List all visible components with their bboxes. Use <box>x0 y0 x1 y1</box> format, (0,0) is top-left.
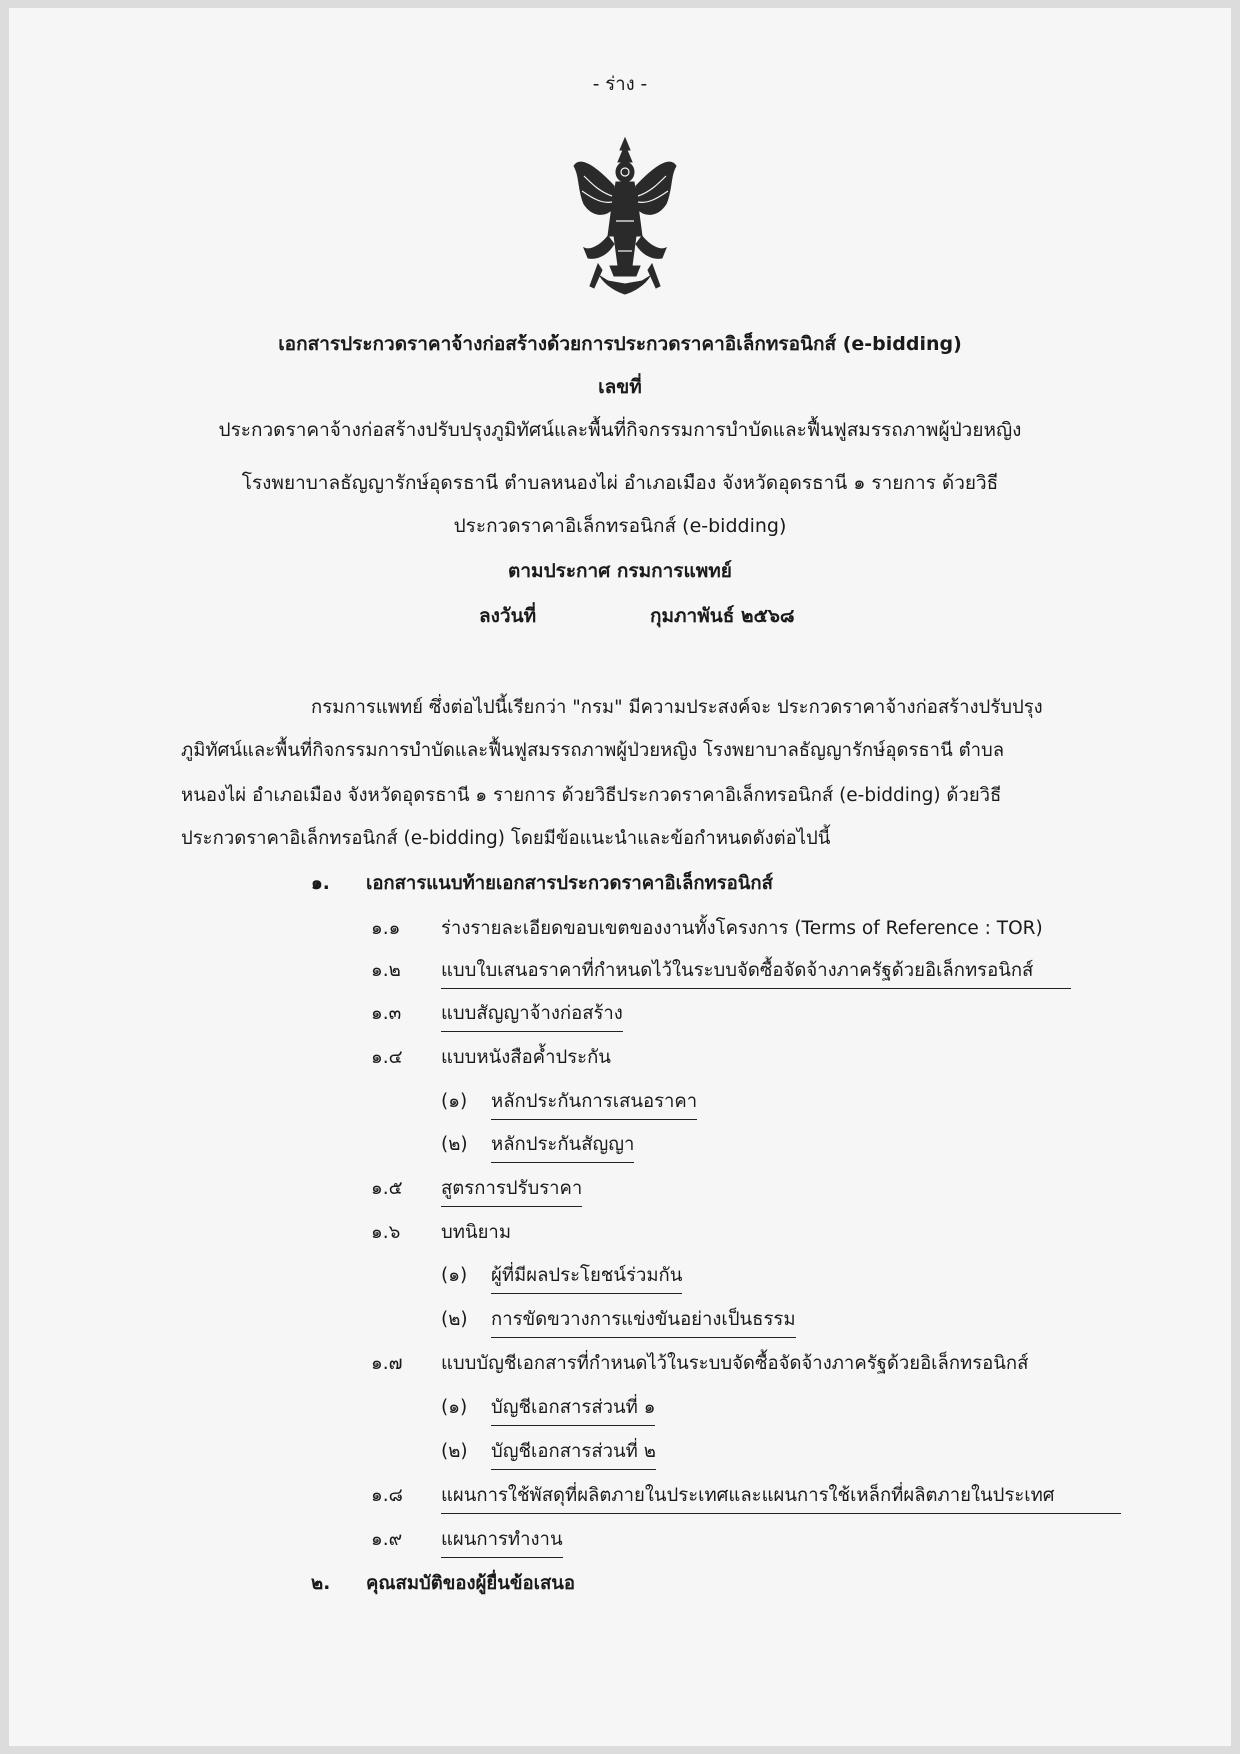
item-1-6-1-text: ผู้ที่มีผลประโยชน์ร่วมกัน <box>491 1261 682 1294</box>
item-1-5-number: ๑.๕ <box>371 1178 403 1199</box>
section-1-title: เอกสารแนบท้ายเอกสารประกวดราคาอิเล็กทรอนิกส์ <box>366 873 773 894</box>
title-line-5: ประกวดราคาอิเล็กทรอนิกส์ (e-bidding) <box>453 515 787 537</box>
intro-line-2: ภูมิทัศน์และพื้นที่กิจกรรมการบำบัดและฟื้นฟูสมรรถภาพผู้ป่วยหญิง โรงพยาบาลธัญญารักษ์อุดรธานี ตำบล <box>181 740 1005 761</box>
item-1-3-number: ๑.๓ <box>371 1003 402 1024</box>
title-line-3: ประกวดราคาจ้างก่อสร้างปรับปรุงภูมิทัศน์และพื้นที่กิจกรรมการบำบัดและฟื้นฟูสมรรถภาพผู้ป่วยหญิง <box>218 419 1022 441</box>
date-label: ลงวันที่ <box>479 605 537 627</box>
section-1-number: ๑. <box>311 873 330 894</box>
intro-line-3: หนองไผ่ อำเภอเมือง จังหวัดอุดรธานี ๑ รายการ ด้วยวิธีประกวดราคาอิเล็กทรอนิกส์ (e-bidding) ด้วยวิธี <box>181 785 1002 806</box>
garuda-emblem-icon <box>570 136 680 301</box>
title-line-1: เอกสารประกวดราคาจ้างก่อสร้างด้วยการประกวดราคาอิเล็กทรอนิกส์ (e-bidding) <box>278 333 962 355</box>
item-1-4-2-number: (๒) <box>441 1134 468 1155</box>
item-1-2-number: ๑.๒ <box>371 960 401 981</box>
item-1-7-1-text: บัญชีเอกสารส่วนที่ ๑ <box>491 1393 655 1426</box>
item-1-7-2-number: (๒) <box>441 1441 468 1462</box>
item-1-6-2-text: การขัดขวางการแข่งขันอย่างเป็นธรรม <box>491 1305 796 1338</box>
draft-mark: - ร่าง - <box>592 74 648 95</box>
item-1-4-2-text: หลักประกันสัญญา <box>491 1130 634 1163</box>
item-1-6-text: บทนิยาม <box>441 1222 512 1243</box>
item-1-7-text: แบบบัญชีเอกสารที่กำหนดไว้ในระบบจัดซื้อจัดจ้างภาครัฐด้วยอิเล็กทรอนิกส์ <box>441 1353 1029 1374</box>
item-1-6-2-number: (๒) <box>441 1309 468 1330</box>
date-value: กุมภาพันธ์ ๒๕๖๘ <box>650 605 795 627</box>
title-line-4: โรงพยาบาลธัญญารักษ์อุดรธานี ตำบลหนองไผ่ อำเภอเมือง จังหวัดอุดรธานี ๑ รายการ ด้วยวิธี <box>241 472 999 494</box>
item-1-3-text: แบบสัญญาจ้างก่อสร้าง <box>441 999 623 1032</box>
item-1-5-text: สูตรการปรับราคา <box>441 1174 582 1207</box>
item-1-4-1-number: (๑) <box>441 1091 468 1112</box>
section-2-title: คุณสมบัติของผู้ยื่นข้อเสนอ <box>366 1573 576 1594</box>
item-1-9-text: แผนการทำงาน <box>441 1525 563 1558</box>
document-number-label: เลขที่ <box>598 376 642 398</box>
item-1-4-number: ๑.๔ <box>371 1047 403 1068</box>
item-1-8-text: แผนการใช้พัสดุที่ผลิตภายในประเทศและแผนการใช้เหล็กที่ผลิตภายในประเทศ <box>441 1481 1121 1514</box>
item-1-7-2-text: บัญชีเอกสารส่วนที่ ๒ <box>491 1437 656 1470</box>
section-2-number: ๒. <box>311 1573 331 1594</box>
item-1-6-1-number: (๑) <box>441 1265 468 1286</box>
intro-line-4: ประกวดราคาอิเล็กทรอนิกส์ (e-bidding) โดยมีข้อแนะนำและข้อกำหนดดังต่อไปนี้ <box>181 828 831 849</box>
item-1-1-number: ๑.๑ <box>371 918 401 939</box>
item-1-6-number: ๑.๖ <box>371 1222 401 1243</box>
item-1-7-number: ๑.๗ <box>371 1353 403 1374</box>
item-1-4-text: แบบหนังสือค้ำประกัน <box>441 1047 611 1068</box>
item-1-9-number: ๑.๙ <box>371 1529 403 1550</box>
announcement-line: ตามประกาศ กรมการแพทย์ <box>508 560 732 582</box>
document-page <box>9 8 1231 1746</box>
item-1-4-1-text: หลักประกันการเสนอราคา <box>491 1087 697 1120</box>
item-1-1-text: ร่างรายละเอียดขอบเขตของงานทั้งโครงการ (Terms of Reference : TOR) <box>441 918 1043 939</box>
intro-line-1: กรมการแพทย์ ซึ่งต่อไปนี้เรียกว่า "กรม" มีความประสงค์จะ ประกวดราคาจ้างก่อสร้างปรับปรุง <box>311 697 1043 718</box>
item-1-2-text: แบบใบเสนอราคาที่กำหนดไว้ในระบบจัดซื้อจัดจ้างภาครัฐด้วยอิเล็กทรอนิกส์ <box>441 956 1071 989</box>
item-1-7-1-number: (๑) <box>441 1397 468 1418</box>
item-1-8-number: ๑.๘ <box>371 1485 403 1506</box>
